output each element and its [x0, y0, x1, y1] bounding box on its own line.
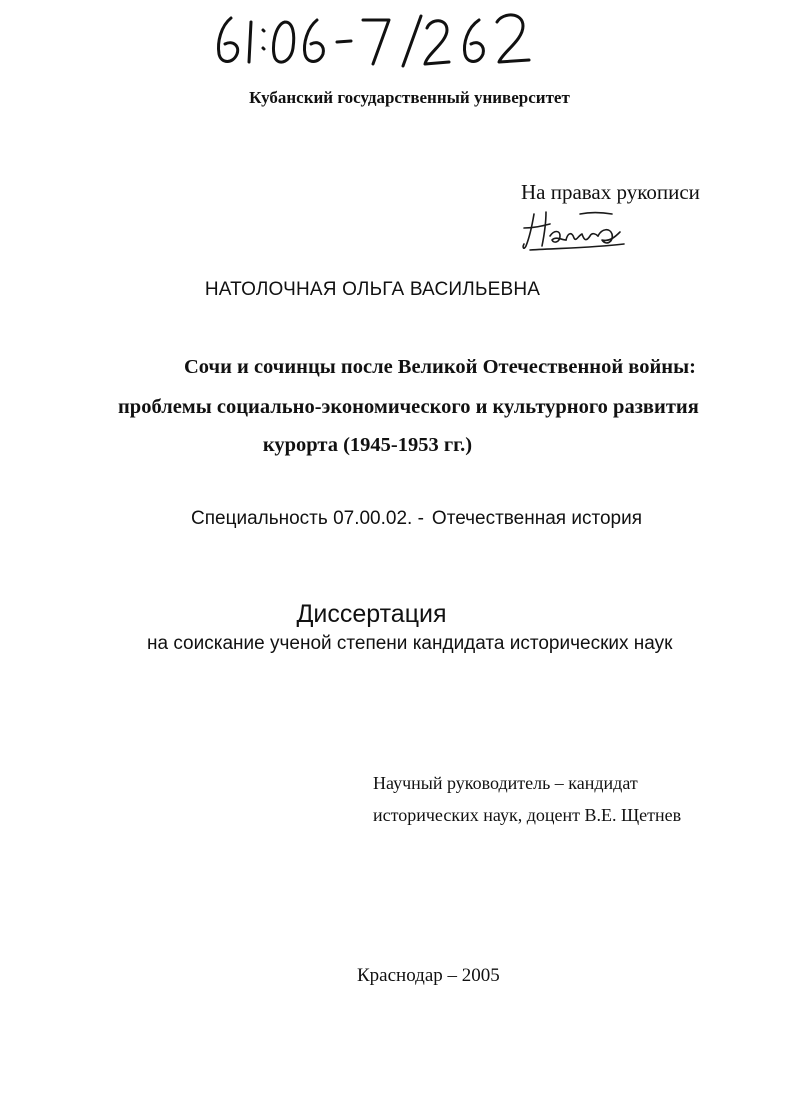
university-name: Кубанский государственный университет — [249, 88, 570, 107]
thesis-title-line-2: проблемы социально-экономического и культурного развития — [118, 396, 699, 418]
advisor-line-2: исторических наук, доцент В.Е. Щетнев — [373, 805, 682, 825]
degree-purpose: на соискание ученой степени кандидата исторических наук — [147, 633, 673, 654]
manuscript-rights-note: На правах рукописи — [521, 180, 700, 204]
author-name: НАТОЛОЧНАЯ ОЛЬГА ВАСИЛЬЕВНА — [204, 279, 541, 300]
catalogue-stamp — [213, 8, 543, 70]
signature-strokes — [520, 206, 630, 256]
author-signature — [520, 206, 630, 256]
advisor-line-1: Научный руководитель – кандидат — [373, 773, 638, 793]
catalogue-handwriting — [213, 8, 543, 70]
thesis-title-line-3: курорта (1945-1953 гг.) — [262, 434, 473, 456]
specialty-label: Специальность 07.00.02. - — [191, 508, 424, 529]
document-type: Диссертация — [296, 600, 447, 628]
place-and-year: Краснодар – 2005 — [357, 965, 500, 986]
specialty — [191, 508, 642, 530]
thesis-title-line-1: Сочи и сочинцы после Великой Отечественной войны: — [184, 356, 696, 378]
specialty-field: Отечественная история — [431, 508, 642, 529]
